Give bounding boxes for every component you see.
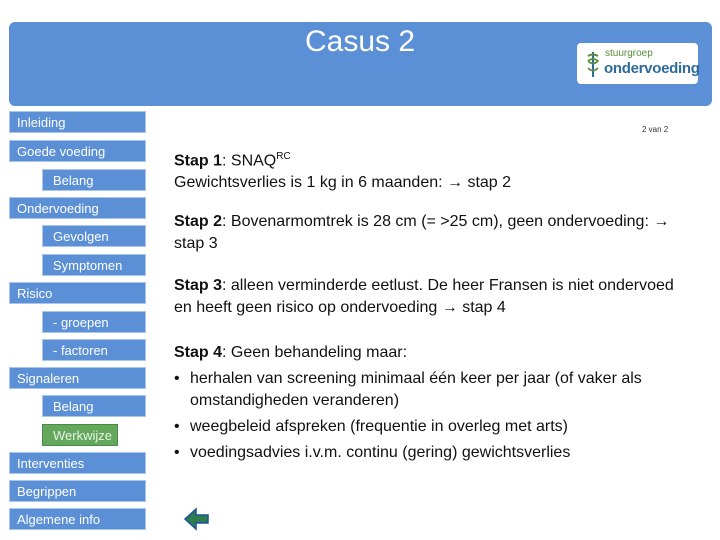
logo-line1: stuurgroep <box>605 48 653 59</box>
step-1-label: Stap 1 <box>174 152 223 170</box>
logo-line2: ondervoeding <box>604 60 700 77</box>
bullet-text: weegbeleid afspreken (frequentie in overleg met arts) <box>190 418 568 435</box>
bullet-dot: • <box>174 370 180 387</box>
step-4 <box>174 342 694 464</box>
nav-inleiding[interactable]: Inleiding <box>9 111 146 133</box>
step-3 <box>174 275 694 319</box>
bullet-text: voedingsadvies i.v.m. continu (gering) gewichtsverlies <box>190 444 571 461</box>
page-title: Casus 2 <box>304 25 416 58</box>
step-1 <box>174 146 694 194</box>
nav-algemene-info[interactable]: Algemene info <box>9 508 146 530</box>
page-indicator: 2 van 2 <box>642 125 669 134</box>
step-2-label: Stap 2 <box>174 213 223 230</box>
nav-risico-groepen[interactable]: - groepen <box>42 311 146 333</box>
logo <box>577 43 698 84</box>
step-3-label: Stap 3 <box>174 277 223 294</box>
nav-goede-voeding[interactable]: Goede voeding <box>9 140 146 162</box>
bullet-text: herhalen van screening minimaal één keer per jaar (of vaker als omstandigheden veranderen) <box>190 370 642 409</box>
step-2-text: : Bovenarmomtrek is 28 cm (= >25 cm), geen ondervoeding: → stap 3 <box>174 213 670 252</box>
step-4-bullet <box>174 368 694 412</box>
nav-signaleren[interactable]: Signaleren <box>9 367 146 389</box>
step-1-text: Gewichtsverlies is 1 kg in 6 maanden: → stap 2 <box>174 174 512 192</box>
nav-signaleren-belang[interactable]: Belang <box>42 395 146 417</box>
step-1-superscript: RC <box>276 151 291 162</box>
back-arrow-icon[interactable] <box>184 506 210 532</box>
nav-belang[interactable]: Belang <box>42 169 146 191</box>
caduceus-icon <box>585 50 601 78</box>
step-3-text: : alleen verminderde eetlust. De heer Fransen is niet ondervoed en heeft geen risico op ondervoeding → stap 4 <box>174 277 674 316</box>
step-4-label: Stap 4 <box>174 344 223 361</box>
step-1-title: : SNAQ <box>222 152 277 170</box>
step-4-bullet <box>174 416 694 438</box>
nav-gevolgen[interactable]: Gevolgen <box>42 225 146 247</box>
step-4-bullet <box>174 442 694 464</box>
nav-ondervoeding[interactable]: Ondervoeding <box>9 197 146 219</box>
step-2 <box>174 211 694 255</box>
bullet-dot: • <box>174 418 180 435</box>
step-4-text: : Geen behandeling maar: <box>222 344 408 361</box>
nav-begrippen[interactable]: Begrippen <box>9 480 146 502</box>
nav-werkwijze[interactable]: Werkwijze <box>42 424 118 446</box>
nav-risico[interactable]: Risico <box>9 282 146 304</box>
nav-risico-factoren[interactable]: - factoren <box>42 339 146 361</box>
bullet-dot: • <box>174 444 180 461</box>
nav-symptomen[interactable]: Symptomen <box>42 254 146 276</box>
nav-interventies[interactable]: Interventies <box>9 452 146 474</box>
